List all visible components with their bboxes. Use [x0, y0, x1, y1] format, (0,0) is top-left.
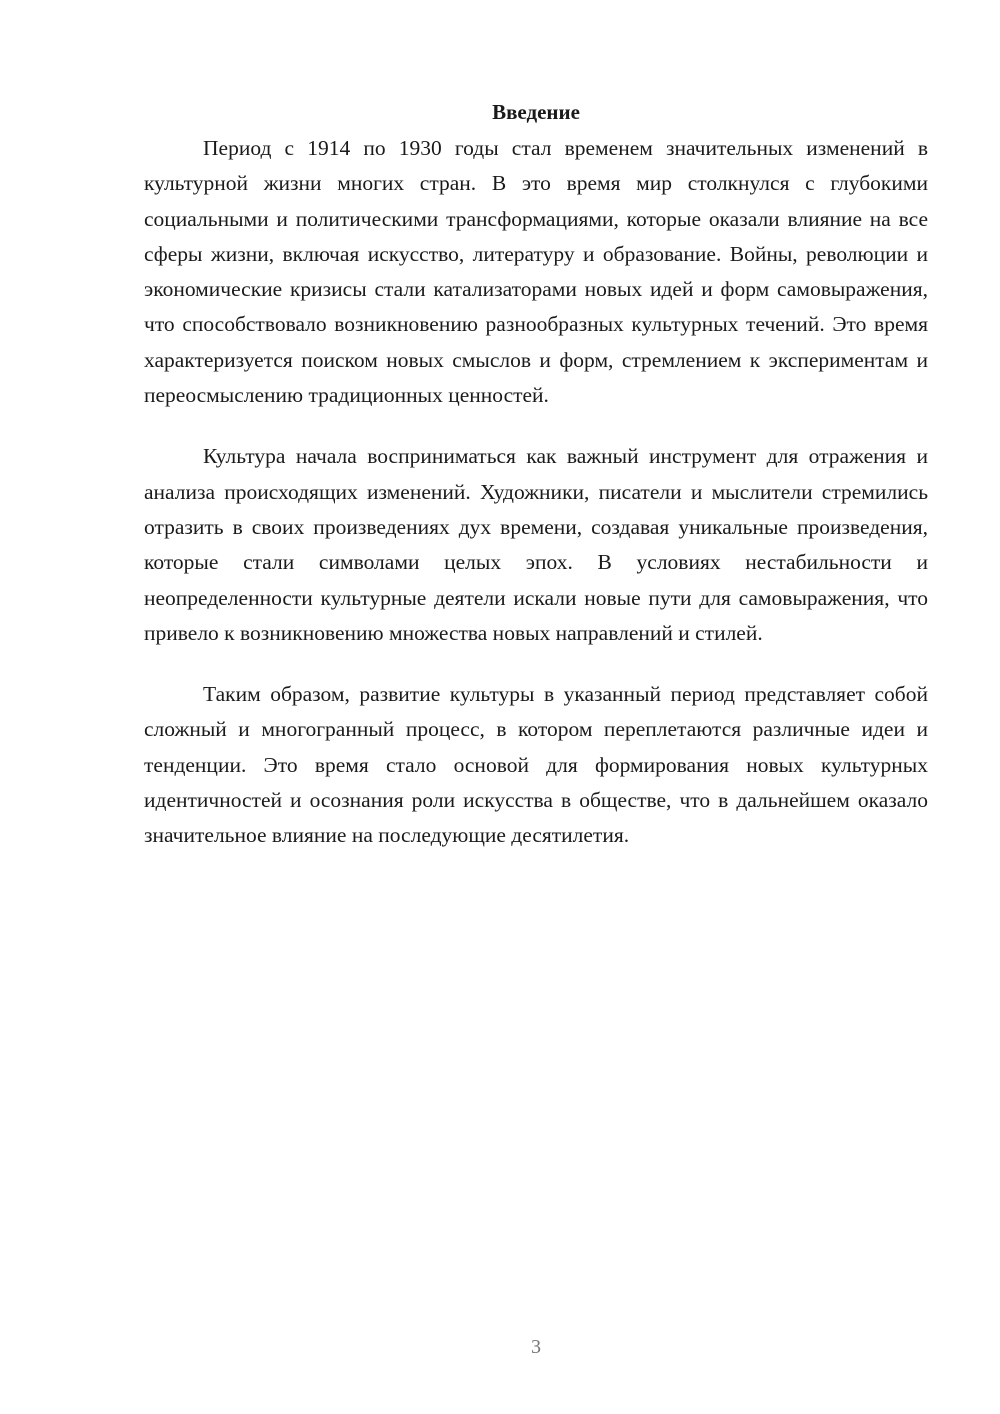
section-title: Введение [492, 100, 580, 124]
paragraph-3: Таким образом, развитие культуры в указанный период представляет собой сложный и многогранный процесс, в котором переплетаются различные идеи и тенденции. Это время стало основой для формирования новых культурных идентичностей и осознания роли искусства в обществе, что в дальнейшем оказало значительное влияние на последующие десятилетия. [144, 682, 928, 848]
paragraph-1: Период с 1914 по 1930 годы стал временем значительных изменений в культурной жизни многих стран. В это время мир столкнулся с глубокими социальными и политическими трансформациями, которые оказали влияние на все сферы жизни, включая искусство, литературу и образование. Войны, революции и экономические кризисы стали катализаторами новых идей и форм самовыражения, что способствовало возникновению разнообразных культурных течений. Это время характеризуется поиском новых смыслов и форм, стремлением к экспериментам и переосмыслению традиционных ценностей. [144, 136, 928, 408]
page-content [144, 96, 928, 880]
page-number: 3 [531, 1336, 541, 1358]
paragraph-2: Культура начала восприниматься как важный инструмент для отражения и анализа происходящих изменений. Художники, писатели и мыслители стремились отразить в своих произведениях дух времени, создавая уникальные произведения, которые стали символами целых эпох. В условиях нестабильности и неопределенности культурные деятели искали новые пути для самовыражения, что привело к возникновению множества новых направлений и стилей. [144, 444, 928, 645]
